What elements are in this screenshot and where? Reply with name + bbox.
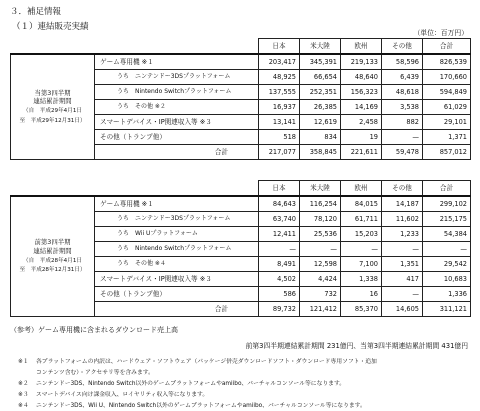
cell-value: 156,323 xyxy=(341,85,382,100)
table-row xyxy=(11,196,471,212)
header-blank xyxy=(95,39,259,55)
cell-value: 48,618 xyxy=(382,85,423,100)
cell-value: 84,015 xyxy=(341,196,382,212)
sales-table-previous xyxy=(10,180,471,317)
cell-value: 732 xyxy=(300,287,341,302)
period-title: 前第3四半期 xyxy=(34,238,71,247)
note-text: コンテンツ含む）・アクセサリ等を含みます。 xyxy=(36,370,154,376)
cell-value: 13,141 xyxy=(259,115,300,130)
table-row xyxy=(11,54,471,70)
cell-value: 14,187 xyxy=(382,196,423,212)
row-label: その他（トランプ他） xyxy=(95,130,259,145)
cell-value: 594,849 xyxy=(423,85,471,100)
cell-value: 116,254 xyxy=(300,196,341,212)
cell-value: 78,120 xyxy=(300,212,341,227)
cell-value: 6,439 xyxy=(382,70,423,85)
column-header: 欧州 xyxy=(341,181,382,197)
cell-value: 58,596 xyxy=(382,54,423,70)
row-label: ゲーム専用機 ※１ xyxy=(95,196,259,212)
cell-value: 7,100 xyxy=(341,257,382,272)
subtitle: （１）連結販売実績 xyxy=(12,22,89,32)
row-label: うち その他 ※４ xyxy=(95,257,259,272)
column-header: 合計 xyxy=(423,39,471,55)
column-header: 欧州 xyxy=(341,39,382,55)
cell-value: 66,654 xyxy=(300,70,341,85)
column-header: 米大陸 xyxy=(300,39,341,55)
note-mark: ※４ xyxy=(18,403,29,409)
row-label: うち Nintendo Switchプラットフォーム xyxy=(95,242,259,257)
row-label: うち Wii Uプラットフォーム xyxy=(95,227,259,242)
column-header: その他 xyxy=(382,181,423,197)
cell-value: 12,411 xyxy=(259,227,300,242)
cell-value: 12,619 xyxy=(300,115,341,130)
cell-value: 14,169 xyxy=(341,100,382,115)
note-1-cont xyxy=(36,367,154,376)
column-header: 日本 xyxy=(259,39,300,55)
note-text: 各プラットフォームの内訳は、ハードウェア・ソフトウェア（パッケージ併売ダウンロードソフト・ダウンロード専用ソフト・追加 xyxy=(36,359,377,365)
column-header: 合計 xyxy=(423,181,471,197)
cell-value: 518 xyxy=(259,130,300,145)
note-mark: ※１ xyxy=(18,359,29,365)
period-to: 至 平成28年12月31日） xyxy=(19,267,86,274)
period-from: （自 平成28年4月1日 xyxy=(23,257,82,264)
header-blank xyxy=(95,181,259,197)
cell-value: 25,536 xyxy=(300,227,341,242)
header-blank xyxy=(11,181,95,197)
column-header: その他 xyxy=(382,39,423,55)
cell-value: 1,338 xyxy=(341,272,382,287)
cell-value: 16 xyxy=(341,287,382,302)
period-label-current xyxy=(11,54,95,160)
column-header: 日本 xyxy=(259,181,300,197)
row-label: スマートデバイス・IP関連収入等 ※３ xyxy=(95,272,259,287)
cell-value: 345,391 xyxy=(300,54,341,70)
note-mark: ※３ xyxy=(18,392,29,398)
period-title: 連結累計期間 xyxy=(33,97,72,106)
cell-value: 882 xyxy=(382,115,423,130)
header-blank xyxy=(11,39,95,55)
cell-value: 2,458 xyxy=(341,115,382,130)
cell-value: 84,643 xyxy=(259,196,300,212)
cell-value: — xyxy=(341,242,382,257)
total-value: 358,845 xyxy=(300,145,341,160)
note-3 xyxy=(18,389,208,398)
note-text: ニンテンドー3DS、Wii U、Nintendo Switch以外のゲームプラットフォームやamiibo、バーチャルコンソール等になります。 xyxy=(36,403,366,409)
cell-value: 10,683 xyxy=(423,272,471,287)
total-value: 311,121 xyxy=(423,302,471,317)
cell-value: 586 xyxy=(259,287,300,302)
total-value: 85,370 xyxy=(341,302,382,317)
total-label: 合計 xyxy=(95,302,259,317)
sales-table-current xyxy=(10,38,471,160)
row-label: その他（トランプ他） xyxy=(95,287,259,302)
period-to: 至 平成29年12月31日） xyxy=(19,117,86,124)
cell-value: 26,385 xyxy=(300,100,341,115)
cell-value: 1,233 xyxy=(382,227,423,242)
cell-value: 3,538 xyxy=(382,100,423,115)
row-label: うち ニンテンドー3DSプラットフォーム xyxy=(95,212,259,227)
column-header: 米大陸 xyxy=(300,181,341,197)
cell-value: 19 xyxy=(341,130,382,145)
cell-value: 61,711 xyxy=(341,212,382,227)
cell-value: 16,937 xyxy=(259,100,300,115)
cell-value: — xyxy=(382,130,423,145)
cell-value: 15,203 xyxy=(341,227,382,242)
total-value: 217,077 xyxy=(259,145,300,160)
cell-value: 417 xyxy=(382,272,423,287)
cell-value: 48,925 xyxy=(259,70,300,85)
cell-value: 219,133 xyxy=(341,54,382,70)
download-sales-text: 前第3四半期連結累計期間 231億円、当第3四半期連結累計期間 431億円 xyxy=(245,342,468,350)
cell-value: — xyxy=(382,287,423,302)
cell-value: — xyxy=(300,242,341,257)
total-value: 857,012 xyxy=(423,145,471,160)
cell-value: 826,539 xyxy=(423,54,471,70)
note-mark: ※２ xyxy=(18,381,29,387)
cell-value: 11,602 xyxy=(382,212,423,227)
note-2 xyxy=(18,378,345,387)
cell-value: 63,740 xyxy=(259,212,300,227)
cell-value: 29,101 xyxy=(423,115,471,130)
total-value: 59,478 xyxy=(382,145,423,160)
total-value: 221,611 xyxy=(341,145,382,160)
cell-value: — xyxy=(259,242,300,257)
cell-value: 48,640 xyxy=(341,70,382,85)
total-value: 14,605 xyxy=(382,302,423,317)
cell-value: 1,336 xyxy=(423,287,471,302)
cell-value: — xyxy=(423,242,471,257)
unit-label: （単位：百万円） xyxy=(413,29,468,37)
cell-value: 137,555 xyxy=(259,85,300,100)
cell-value: 4,502 xyxy=(259,272,300,287)
cell-value: 834 xyxy=(300,130,341,145)
period-from: （自 平成29年4月1日 xyxy=(23,108,82,115)
section-title: ３．補足情報 xyxy=(10,7,62,17)
total-label: 合計 xyxy=(95,145,259,160)
total-value: 89,732 xyxy=(259,302,300,317)
cell-value: 1,371 xyxy=(423,130,471,145)
row-label: うち その他 ※２ xyxy=(95,100,259,115)
note-1 xyxy=(18,356,377,365)
row-label: ゲーム専用機 ※１ xyxy=(95,54,259,70)
period-title: 当第3四半期 xyxy=(34,88,71,97)
cell-value: 215,175 xyxy=(423,212,471,227)
cell-value: 12,598 xyxy=(300,257,341,272)
reference-heading: （参考）ゲーム専用機に含まれるダウンロード売上高 xyxy=(10,326,178,334)
cell-value: 203,417 xyxy=(259,54,300,70)
note-text: スマートデバイス向け課金収入、ロイヤリティ収入等になります。 xyxy=(36,392,209,398)
period-title: 連結累計期間 xyxy=(33,246,72,255)
cell-value: 61,029 xyxy=(423,100,471,115)
row-label: うち ニンテンドー3DSプラットフォーム xyxy=(95,70,259,85)
cell-value: 1,351 xyxy=(382,257,423,272)
cell-value: 170,660 xyxy=(423,70,471,85)
row-label: スマートデバイス・IP関連収入等 ※３ xyxy=(95,115,259,130)
cell-value: 4,424 xyxy=(300,272,341,287)
cell-value: 299,102 xyxy=(423,196,471,212)
cell-value: 29,542 xyxy=(423,257,471,272)
note-4 xyxy=(18,400,366,409)
note-text: ニンテンドー3DS、Nintendo Switch以外のゲームプラットフォームやamiibo、バーチャルコンソール等になります。 xyxy=(36,381,346,387)
period-label-previous xyxy=(11,196,95,317)
cell-value: 54,384 xyxy=(423,227,471,242)
row-label: うち Nintendo Switchプラットフォーム xyxy=(95,85,259,100)
total-value: 121,412 xyxy=(300,302,341,317)
cell-value: 252,351 xyxy=(300,85,341,100)
cell-value: — xyxy=(382,242,423,257)
cell-value: 8,491 xyxy=(259,257,300,272)
